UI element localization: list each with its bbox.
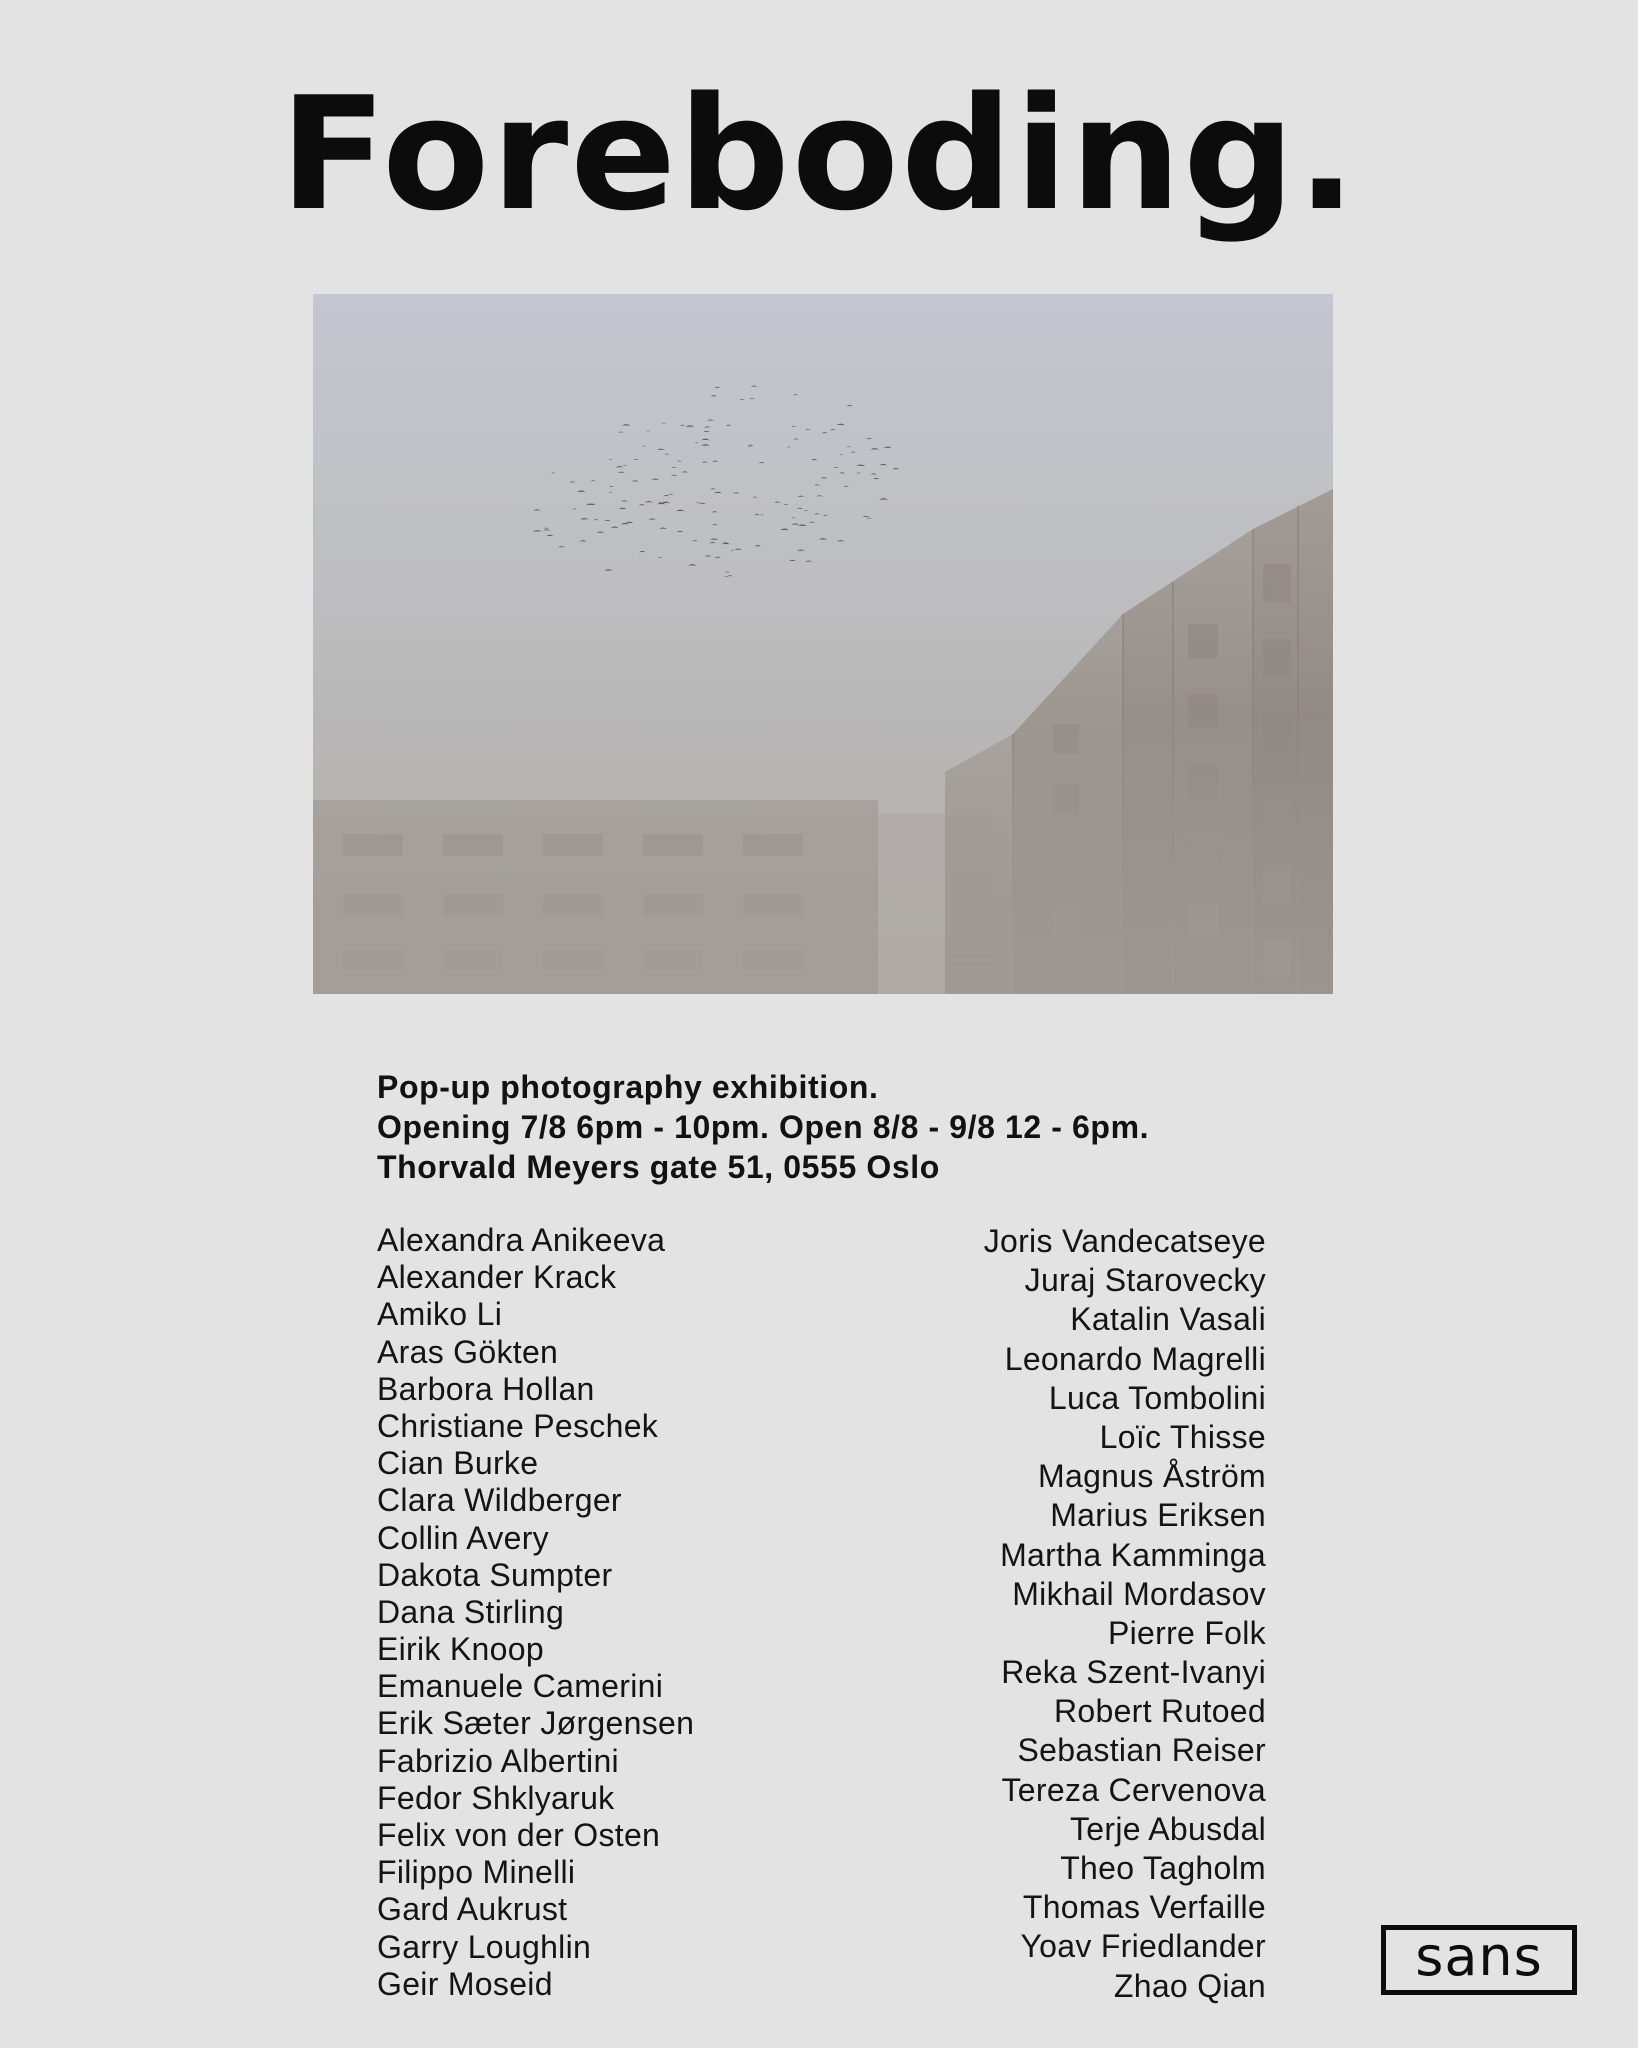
artist-name: Eirik Knoop [377, 1631, 544, 1668]
artist-name: Dana Stirling [377, 1593, 565, 1630]
artist-name: Juraj Starovecky [1024, 1262, 1266, 1299]
exhibition-info [377, 1067, 1357, 1187]
artist-name: Alexandra Anikeeva [377, 1222, 666, 1258]
artist-name: Leonardo Magrelli [1004, 1340, 1266, 1377]
artist-name: Mikhail Mordasov [1012, 1575, 1266, 1612]
sans-logo [1381, 1925, 1577, 1995]
artist-name: Christiane Peschek [377, 1407, 659, 1444]
artist-name: Dakota Sumpter [377, 1556, 613, 1593]
artist-name: Reka Szent-Ivanyi [1001, 1654, 1266, 1691]
artist-name: Geir Moseid [377, 1965, 553, 2002]
artist-name: Magnus Åström [1038, 1458, 1266, 1495]
artist-name: Garry Loughlin [377, 1928, 592, 1965]
artist-name: Robert Rutoed [1053, 1693, 1266, 1730]
artist-name: Sebastian Reiser [1017, 1732, 1266, 1769]
artist-name: Filippo Minelli [377, 1854, 576, 1891]
artist-name: Collin Avery [377, 1519, 549, 1556]
artist-name: Katalin Vasali [1070, 1301, 1266, 1338]
artist-name: Joris Vandecatseye [983, 1223, 1266, 1259]
artist-list-left [377, 1222, 857, 2003]
artist-name: Tereza Cervenova [1001, 1771, 1266, 1808]
artist-name: Yoav Friedlander [1020, 1928, 1266, 1965]
artist-name: Gard Aukrust [377, 1891, 568, 1928]
artist-name: Cian Burke [377, 1445, 539, 1482]
artist-name: Terje Abusdal [1069, 1810, 1266, 1847]
info-dates: Opening 7/8 6pm - 10pm. Open 8/8 - 9/8 12 - 6pm. [377, 1109, 1150, 1145]
artist-name: Pierre Folk [1107, 1614, 1266, 1651]
artist-name: Emanuele Camerini [377, 1668, 664, 1705]
artist-name: Felix von der Osten [377, 1817, 661, 1853]
artist-name: Erik Sæter Jørgensen [377, 1705, 695, 1742]
info-description: Pop-up photography exhibition. [377, 1069, 879, 1105]
exhibition-photo [313, 294, 1333, 994]
artist-name: Alexander Krack [377, 1259, 617, 1296]
poster-title: Foreboding. [279, 63, 1359, 245]
artist-name: Fedor Shklyaruk [377, 1779, 615, 1816]
artist-name: Thomas Verfaille [1022, 1889, 1266, 1926]
artist-name: Marius Eriksen [1050, 1497, 1266, 1534]
logo-text: sans [1415, 1925, 1543, 1988]
artist-name: Fabrizio Albertini [377, 1742, 619, 1779]
info-address: Thorvald Meyers gate 51, 0555 Oslo [377, 1149, 940, 1185]
artist-name: Theo Tagholm [1060, 1850, 1266, 1886]
foggy-city-image [313, 294, 1333, 994]
artist-name: Aras Gökten [377, 1333, 559, 1370]
artist-list-right [786, 1222, 1266, 2006]
artist-name: Zhao Qian [1113, 1967, 1266, 2004]
artist-name: Loïc Thisse [1099, 1418, 1266, 1455]
artist-name: Martha Kamminga [1000, 1536, 1266, 1573]
artist-name: Amiko Li [377, 1296, 503, 1333]
artist-name: Clara Wildberger [377, 1482, 622, 1519]
artist-name: Luca Tombolini [1048, 1379, 1266, 1416]
artist-name: Barbora Hollan [377, 1370, 595, 1407]
